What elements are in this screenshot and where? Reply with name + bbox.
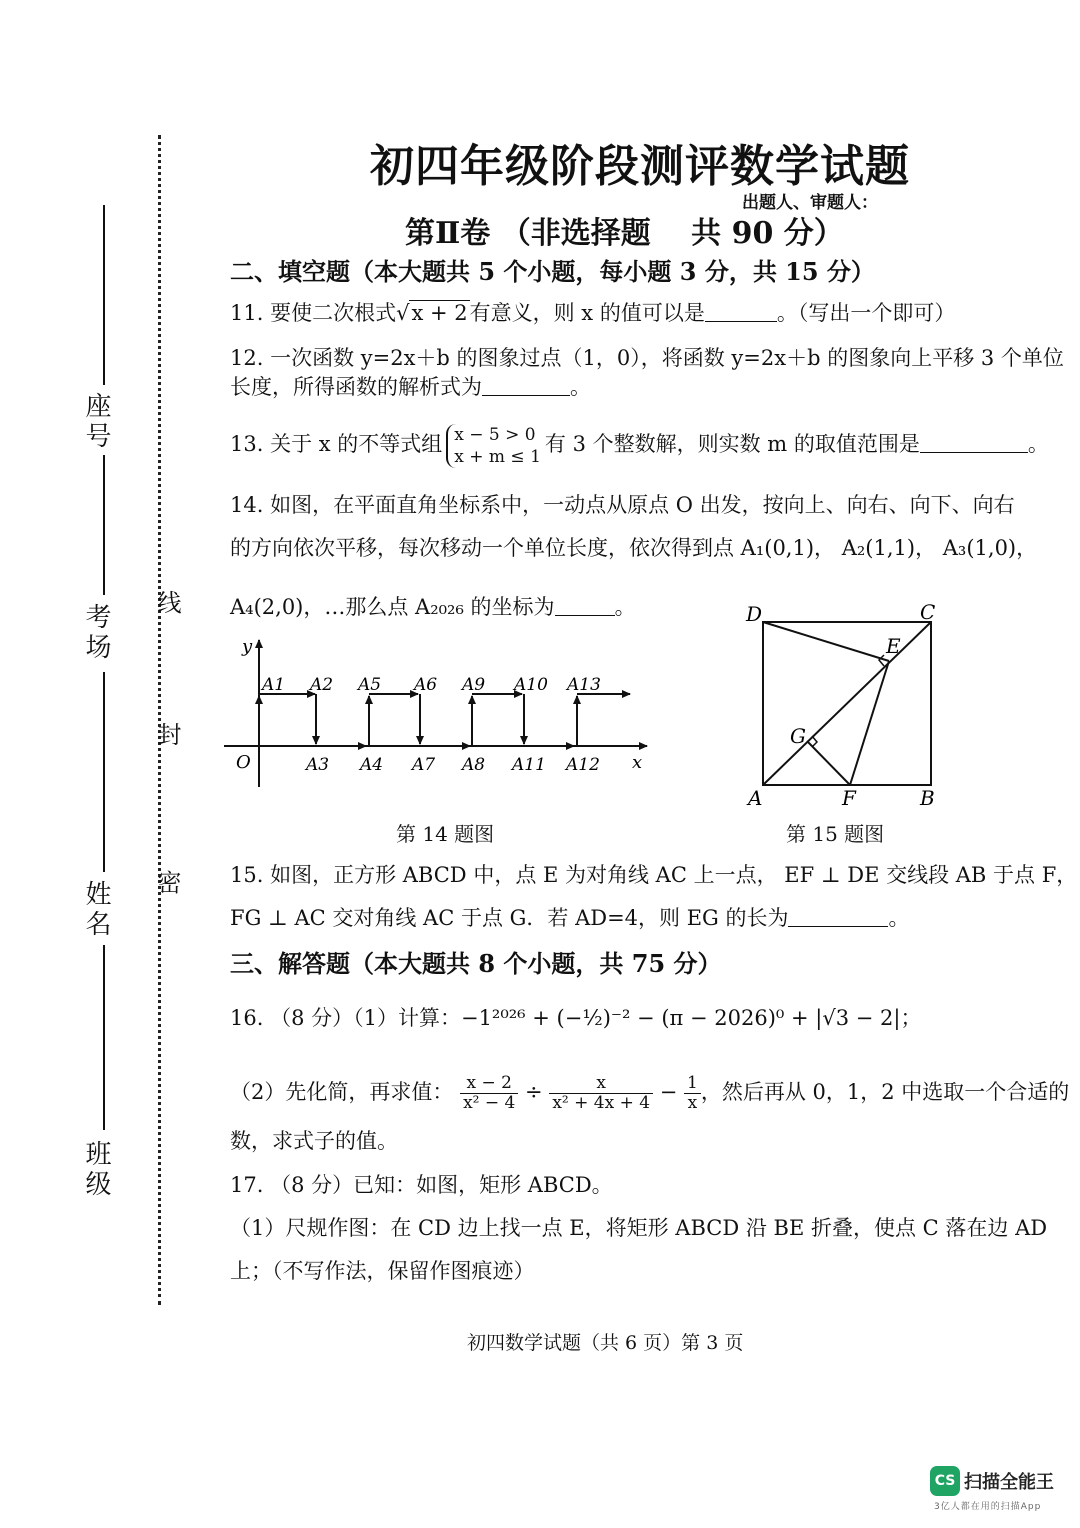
- question-16-2: （2）先化简，再求值： $\frac{x - 2}{\text{x² − 4}}$ ÷ $\frac{x}{\text{x² + 4x + 4}}$ − $\frac{1}{x}$ ，然后再从 0，1，2 中选取一个合适的: [230, 1073, 1070, 1113]
- label-A: A: [748, 786, 763, 810]
- question-16-2-line2: 数，求式子的值。: [230, 1129, 398, 1153]
- label-C: C: [920, 600, 936, 624]
- label-A6: A6: [414, 675, 438, 695]
- fig14-x-label: x: [632, 752, 643, 773]
- question-13: 13. 关于 x 的不等式组 x − 5 > 0 x + m ≤ 1 有 3 个整数解，则实数 m 的取值范围是 。: [230, 424, 1049, 467]
- label-D: D: [746, 602, 763, 626]
- question-17-line3: 上；（不写作法，保留作图痕迹）: [230, 1259, 535, 1283]
- label-A4: A4: [360, 755, 384, 775]
- figure-15: [740, 595, 950, 815]
- label-B: B: [920, 786, 935, 810]
- label-A2: A2: [310, 675, 334, 695]
- page-title: 初四年级阶段测评数学试题: [370, 141, 910, 192]
- fig15-caption: 第 15 题图: [786, 822, 885, 846]
- name-label: 姓名: [81, 880, 111, 940]
- label-A13: A13: [567, 675, 601, 695]
- watermark-sub: 3亿人都在用的扫描App: [934, 1502, 1042, 1512]
- question-15-line1: 15. 如图，正方形 ABCD 中，点 E 为对角线 AC 上一点， EF ⊥ DE 交线段 AB 于点 F，: [230, 863, 1078, 887]
- label-A8: A8: [462, 755, 486, 775]
- diagonal-ac: [763, 622, 931, 785]
- answer-blank-14[interactable]: [555, 595, 615, 616]
- label-A12: A12: [566, 755, 600, 775]
- label-F: F: [842, 786, 856, 810]
- answer-blank-11[interactable]: [705, 301, 777, 322]
- seal-char-secret: 密: [153, 870, 181, 894]
- camscanner-icon: CS: [930, 1466, 960, 1496]
- question-14-line1: 14. 如图，在平面直角坐标系中，一动点从原点 O 出发，按向上、向右、向下、向右: [230, 493, 1015, 517]
- segment-fg: [807, 741, 850, 785]
- figure-14: [222, 632, 662, 792]
- question-17-line1: 17. （8 分）已知：如图，矩形 ABCD。: [230, 1173, 613, 1197]
- fig14-caption: 第 14 题图: [396, 822, 495, 846]
- question-12-line2: 长度，所得函数的解析式为 。: [230, 375, 591, 399]
- label-A9: A9: [462, 675, 486, 695]
- fig14-origin-label: O: [236, 752, 251, 773]
- inequality-system: x − 5 > 0 x + m ≤ 1: [446, 424, 541, 468]
- scanner-watermark: [930, 1466, 1060, 1514]
- section3-heading: 三、解答题（本大题共 8 个小题，共 75 分）: [230, 949, 722, 978]
- name-blank-line: [103, 672, 105, 872]
- fig14-y-label: y: [242, 636, 253, 657]
- label-A1: A1: [262, 675, 286, 695]
- seat-blank-line: [103, 205, 105, 385]
- movement-path: [259, 694, 630, 746]
- answer-blank-12[interactable]: [482, 375, 570, 396]
- question-14-line3: A₄(2,0)，…那么点 A₂₀₂₆ 的坐标为 。: [230, 595, 636, 619]
- room-blank-line: [103, 455, 105, 595]
- watermark-name: 扫描全能王: [964, 1472, 1054, 1493]
- room-label: 考场: [81, 603, 111, 663]
- author-line: 出题人、审题人：: [742, 193, 878, 213]
- label-A3: A3: [306, 755, 330, 775]
- seal-dotted-line: [158, 135, 161, 1305]
- label-A7: A7: [412, 755, 436, 775]
- answer-blank-15[interactable]: [788, 906, 888, 927]
- volume-title: 第Ⅱ卷 （非选择题 共 90 分）: [405, 216, 844, 251]
- question-11: 11. 要使二次根式√x + 2有意义，则 x 的值可以是 。（写出一个即可）: [230, 301, 956, 325]
- label-A11: A11: [512, 755, 546, 775]
- segment-de: [763, 622, 889, 661]
- question-16-1: 16. （8 分）（1）计算：−1²⁰²⁶ + (−½)⁻² − (π − 2026)⁰ + |√3 − 2|；: [230, 1006, 922, 1030]
- page-footer: 初四数学试题（共 6 页）第 3 页: [467, 1332, 744, 1354]
- label-A10: A10: [514, 675, 548, 695]
- label-E: E: [886, 634, 901, 658]
- question-12-line1: 12. 一次函数 y=2x＋b 的图象过点（1，0），将函数 y=2x＋b 的图象向上平移 3 个单位: [230, 346, 1064, 370]
- segment-ef: [850, 661, 889, 785]
- question-15-line2: FG ⊥ AC 交对角线 AC 于点 G．若 AD=4，则 EG 的长为 。: [230, 906, 910, 930]
- section2-heading: 二、填空题（本大题共 5 个小题，每小题 3 分，共 15 分）: [230, 257, 875, 286]
- seal-char-line: 线: [153, 590, 181, 614]
- class-label: 班级: [81, 1140, 111, 1200]
- label-G: G: [790, 724, 806, 748]
- question-14-line2: 的方向依次平移，每次移动一个单位长度，依次得到点 A₁(0,1)， A₂(1,1)， A₃(1,0)，: [230, 536, 1038, 560]
- seat-label: 座号: [81, 392, 111, 452]
- answer-blank-13[interactable]: [920, 432, 1028, 453]
- label-A5: A5: [358, 675, 382, 695]
- class-blank-line: [103, 945, 105, 1130]
- seal-char-seal: 封: [153, 722, 181, 746]
- question-17-line2: （1）尺规作图：在 CD 边上找一点 E，将矩形 ABCD 沿 BE 折叠，使点 C 落在边 AD: [230, 1216, 1048, 1240]
